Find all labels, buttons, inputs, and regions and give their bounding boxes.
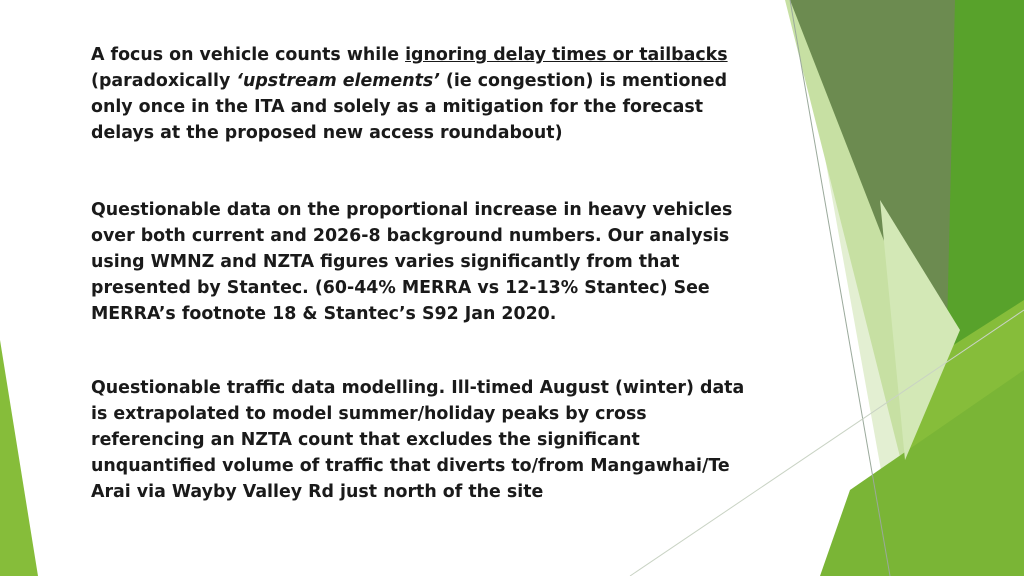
paragraph-traffic-modelling: Questionable traffic data modelling. Ill-timed August (winter) data is extrapolated to model summer/holiday peaks by cross referencing an NZTA count that excludes the significant unquantified volume of traffic that diverts to/from Mangawhai/Te Arai via Wayby Valley Rd just north of the site	[91, 378, 745, 502]
left-edge-facet	[0, 340, 38, 576]
p1-rest: (ie congestion) is mentioned only once in the ITA and solely as a mitigation for the forecast delays at the proposed new access roundabout)	[91, 71, 728, 143]
p1-lead: A focus on vehicle counts while	[91, 45, 406, 65]
p1-underlined: ignoring delay times or tailbacks	[405, 45, 728, 65]
paragraph-heavy-vehicles: Questionable data on the proportional increase in heavy vehicles over both current and 2026-8 background numbers. Our analysis using WMNZ and NZTA figures varies significantly from that presented by Stantec. (60-44% MERRA vs 12-13% Stantec) See MERRA’s footnote 18 & Stantec’s S92 Jan 2020.	[91, 200, 733, 324]
paragraph-ignoring-delay	[91, 42, 761, 146]
p1-italic: ‘upstream elements’	[236, 71, 440, 91]
p1-open-paren: (paradoxically	[91, 71, 237, 91]
